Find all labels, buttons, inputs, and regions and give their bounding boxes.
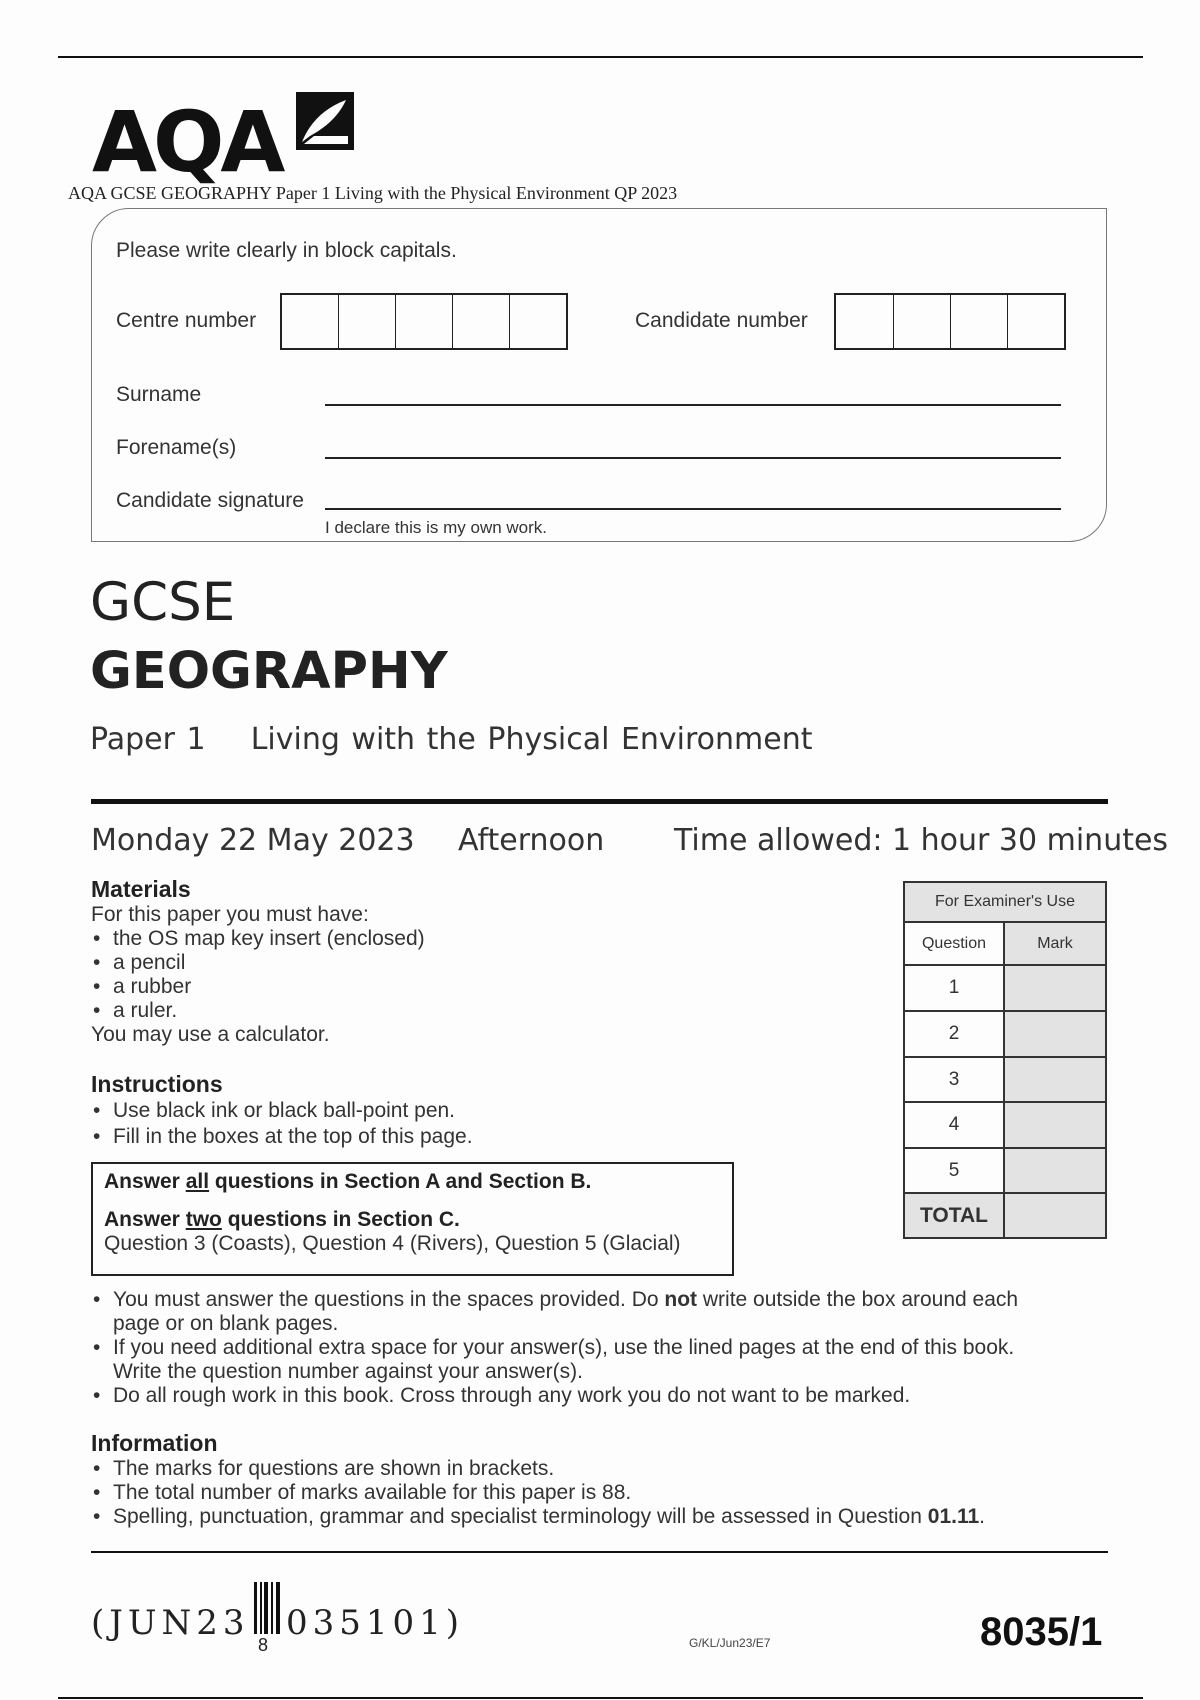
declaration-text: I declare this is my own work. bbox=[325, 518, 548, 537]
time-allowed: Time allowed: 1 hour 30 minutes bbox=[674, 823, 1169, 858]
materials-section bbox=[91, 876, 731, 1047]
instruction-item: • Use black ink or black ball-point pen. bbox=[91, 1098, 731, 1124]
mark-cell bbox=[1004, 1011, 1106, 1057]
answer-all-line: Answer all questions in Section A and Section B. bbox=[104, 1170, 592, 1193]
information-item: • The total number of marks available for this paper is 88. bbox=[91, 1481, 1121, 1505]
answer-two-line: Answer two questions in Section C. bbox=[104, 1208, 460, 1231]
question-number: 2 bbox=[904, 1011, 1004, 1057]
instruction-item: • Do all rough work in this book. Cross through any work you do not want to be marked. bbox=[91, 1384, 1121, 1408]
signature-label: Candidate signature bbox=[116, 489, 304, 512]
paper-number: Paper 1 bbox=[90, 722, 206, 757]
materials-heading: Materials bbox=[91, 876, 191, 902]
materials-item: • a rubber bbox=[91, 975, 731, 999]
surname-label: Surname bbox=[116, 383, 202, 406]
mark-cell bbox=[1004, 1102, 1106, 1148]
centre-number-label: Centre number bbox=[116, 309, 257, 332]
candidate-digit-box[interactable] bbox=[1008, 295, 1064, 348]
instruction-item: • Fill in the boxes at the top of this page. bbox=[91, 1124, 731, 1150]
section-c-options: Question 3 (Coasts), Question 4 (Rivers), Question 5 (Glacial) bbox=[104, 1232, 681, 1255]
surname-line[interactable] bbox=[325, 404, 1061, 406]
question-number: 5 bbox=[904, 1148, 1004, 1193]
title-divider bbox=[91, 799, 1108, 804]
aqa-logo-mark-icon bbox=[296, 92, 354, 150]
candidate-number-boxes[interactable] bbox=[834, 293, 1066, 350]
candidate-number-label: Candidate number bbox=[635, 309, 808, 332]
instruction-item: • If you need additional extra space for your answer(s), use the lined pages at the end of this book. Write the question number against your answer(s). bbox=[91, 1336, 1121, 1384]
bottom-rule bbox=[58, 1697, 1143, 1699]
total-label: TOTAL bbox=[904, 1193, 1004, 1238]
calculator-note: You may use a calculator. bbox=[91, 1023, 330, 1046]
paper-title bbox=[90, 722, 813, 757]
instructions-list bbox=[91, 1098, 731, 1150]
mark-cell bbox=[1004, 1057, 1106, 1102]
answer-requirements-box bbox=[91, 1162, 734, 1276]
information-list bbox=[91, 1457, 1121, 1529]
information-section bbox=[91, 1430, 1121, 1529]
exam-session: Afternoon bbox=[458, 823, 605, 858]
question-number: 1 bbox=[904, 965, 1004, 1011]
information-item: • Spelling, punctuation, grammar and specialist terminology will be assessed in Question 01.11. bbox=[91, 1505, 1121, 1529]
centre-number-boxes[interactable] bbox=[280, 293, 568, 350]
mark-column-header: Mark bbox=[1004, 922, 1106, 965]
document-subtitle: AQA GCSE GEOGRAPHY Paper 1 Living with the Physical Environment QP 2023 bbox=[68, 183, 678, 203]
centre-digit-box[interactable] bbox=[510, 295, 566, 348]
mark-cell bbox=[1004, 1148, 1106, 1193]
centre-digit-box[interactable] bbox=[339, 295, 396, 348]
materials-item: • the OS map key insert (enclosed) bbox=[91, 927, 731, 951]
barcode-icon bbox=[253, 1582, 283, 1634]
question-number: 4 bbox=[904, 1102, 1004, 1148]
centre-digit-box[interactable] bbox=[282, 295, 339, 348]
total-mark-cell bbox=[1004, 1193, 1106, 1238]
block-capitals-instruction: Please write clearly in block capitals. bbox=[116, 239, 457, 262]
question-column-header: Question bbox=[904, 922, 1004, 965]
paper-code: 8035/1 bbox=[980, 1610, 1103, 1654]
centre-digit-box[interactable] bbox=[396, 295, 453, 348]
barcode-text-left: (JUN23 bbox=[91, 1603, 250, 1643]
exam-date: Monday 22 May 2023 bbox=[91, 823, 415, 858]
candidate-digit-box[interactable] bbox=[894, 295, 951, 348]
centre-digit-box[interactable] bbox=[453, 295, 510, 348]
question-number: 3 bbox=[904, 1057, 1004, 1102]
aqa-logo-text: AQA bbox=[92, 93, 282, 191]
examiner-table-title: For Examiner's Use bbox=[904, 882, 1106, 922]
barcode-digit: 8 bbox=[258, 1635, 269, 1655]
mark-cell bbox=[1004, 965, 1106, 1011]
forenames-line[interactable] bbox=[325, 457, 1061, 459]
information-item: • The marks for questions are shown in brackets. bbox=[91, 1457, 1121, 1481]
instruction-item: • You must answer the questions in the spaces provided. Do not write outside the box around each page or on blank pages. bbox=[91, 1288, 1121, 1336]
examiner-use-table bbox=[903, 881, 1107, 1239]
materials-list bbox=[91, 927, 731, 1023]
materials-item: • a ruler. bbox=[91, 999, 731, 1023]
materials-intro: For this paper you must have: bbox=[91, 903, 369, 926]
footer-divider bbox=[91, 1551, 1108, 1553]
top-rule bbox=[58, 56, 1143, 58]
instructions-heading: Instructions bbox=[91, 1071, 223, 1097]
paper-name: Living with the Physical Environment bbox=[250, 722, 813, 757]
document-reference: G/KL/Jun23/E7 bbox=[689, 1636, 771, 1650]
further-instructions-list bbox=[91, 1288, 1121, 1408]
forenames-label: Forename(s) bbox=[116, 436, 237, 459]
information-heading: Information bbox=[91, 1430, 218, 1456]
barcode-text-right: 035101) bbox=[286, 1603, 465, 1643]
candidate-digit-box[interactable] bbox=[836, 295, 894, 348]
subject-title: GEOGRAPHY bbox=[90, 642, 448, 701]
materials-item: • a pencil bbox=[91, 951, 731, 975]
instructions-section bbox=[91, 1071, 731, 1150]
candidate-digit-box[interactable] bbox=[951, 295, 1008, 348]
signature-line[interactable] bbox=[325, 508, 1061, 510]
qualification-level: GCSE bbox=[90, 572, 236, 633]
